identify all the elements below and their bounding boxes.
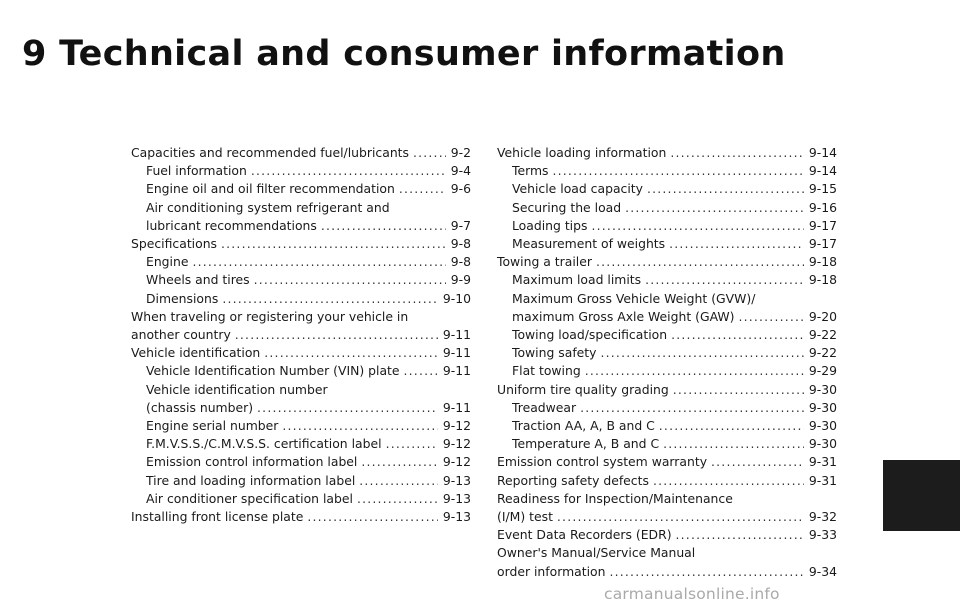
- toc-entry-page: 9-33: [808, 527, 837, 543]
- toc-entry[interactable]: [131, 199, 471, 235]
- toc-entry-label: Tire and loading information label: [146, 472, 356, 488]
- dot-leader: [738, 308, 803, 326]
- toc-left-column: [131, 144, 471, 526]
- toc-entry[interactable]: [497, 162, 837, 180]
- dot-leader: [663, 435, 804, 453]
- toc-entry-page: 9-12: [442, 436, 471, 452]
- toc-entry-label: Event Data Recorders (EDR): [497, 527, 672, 543]
- toc-entry-page: 9-16: [808, 199, 837, 215]
- dot-leader: [625, 199, 804, 217]
- toc-entry-page: 9-2: [450, 145, 471, 160]
- toc-entry[interactable]: [497, 144, 837, 162]
- watermark: carmanualsonline.info: [604, 585, 780, 603]
- dot-leader: [580, 399, 804, 417]
- toc-entry-label: When traveling or registering your vehicle in: [131, 308, 409, 324]
- toc-entry-page: 9-6: [450, 181, 471, 197]
- toc-entry-label: Specifications: [131, 236, 218, 252]
- toc-entry-page: 9-18: [808, 254, 837, 270]
- toc-entry-label: Maximum Gross Vehicle Weight (GVW)/: [512, 290, 756, 306]
- toc-entry-page: 9-11: [442, 363, 471, 379]
- dot-leader: [222, 290, 438, 308]
- dot-leader: [257, 399, 438, 417]
- toc-entry[interactable]: [497, 235, 837, 253]
- dot-leader: [596, 253, 804, 271]
- toc-entry-page: 9-7: [450, 217, 471, 233]
- toc-entry[interactable]: [497, 435, 837, 453]
- toc-entry[interactable]: [497, 199, 837, 217]
- toc-entry[interactable]: [497, 271, 837, 289]
- toc-entry-page: 9-8: [450, 236, 471, 252]
- toc-entry-label: Fuel information: [146, 163, 247, 179]
- toc-entry-label: Vehicle load capacity: [512, 181, 643, 197]
- toc-entry-page: 9-13: [442, 490, 471, 506]
- toc-entry[interactable]: [131, 162, 471, 180]
- toc-entry-label: Towing safety: [512, 345, 597, 361]
- toc-entry-label: Owner's Manual/Service Manual: [497, 545, 696, 561]
- dot-leader: [647, 180, 804, 198]
- dot-leader: [254, 271, 446, 289]
- toc-entry[interactable]: [497, 526, 837, 544]
- dot-leader: [659, 417, 804, 435]
- toc-entry[interactable]: [131, 344, 471, 362]
- dot-leader: [399, 180, 446, 198]
- toc-entry-page: 9-18: [808, 272, 837, 288]
- toc-right-column: [497, 144, 837, 581]
- toc-entry[interactable]: [497, 217, 837, 235]
- toc-entry-label: Vehicle identification number: [146, 381, 328, 397]
- toc-entry-page: 9-30: [808, 399, 837, 415]
- toc-entry-page: 9-29: [808, 363, 837, 379]
- toc-entry[interactable]: [497, 453, 837, 471]
- toc-entry-label: Engine oil and oil filter recommendation: [146, 181, 395, 197]
- toc-entry-label: Capacities and recommended fuel/lubricants: [131, 145, 409, 160]
- dot-leader: [585, 362, 804, 380]
- toc-entry[interactable]: [497, 472, 837, 490]
- toc-entry-label: Vehicle loading information: [497, 145, 667, 160]
- toc-entry[interactable]: [131, 144, 471, 162]
- toc-entry-label: Terms: [512, 163, 549, 179]
- toc-entry[interactable]: [131, 453, 471, 471]
- toc-entry-label: order information: [497, 563, 606, 579]
- toc-entry-page: 9-34: [808, 563, 837, 579]
- dot-leader: [251, 162, 446, 180]
- toc-entry-page: 9-8: [450, 254, 471, 270]
- toc-entry[interactable]: [131, 235, 471, 253]
- toc-entry-page: 9-10: [442, 290, 471, 306]
- toc-entry-page: 9-22: [808, 327, 837, 343]
- toc-entry-page: 9-20: [808, 308, 837, 324]
- toc-entry[interactable]: [497, 544, 837, 580]
- toc-entry[interactable]: [497, 362, 837, 380]
- toc-entry-label: Air conditioner specification label: [146, 490, 353, 506]
- dot-leader: [653, 472, 804, 490]
- toc-entry-label: Loading tips: [512, 217, 588, 233]
- toc-entry-page: 9-11: [442, 327, 471, 343]
- toc-entry-page: 9-30: [808, 418, 837, 434]
- toc-entry-page: 9-12: [442, 418, 471, 434]
- toc-entry-page: 9-22: [808, 345, 837, 361]
- toc-entry-label: Towing a trailer: [497, 254, 592, 270]
- toc-entry-page: 9-15: [808, 181, 837, 197]
- toc-entry-page: 9-31: [808, 454, 837, 470]
- dot-leader: [361, 453, 438, 471]
- toc-entry-label: Installing front license plate: [131, 509, 304, 525]
- toc-entry-label: Towing load/specification: [512, 327, 668, 343]
- toc-entry-page: 9-14: [808, 145, 837, 160]
- dot-leader: [669, 235, 804, 253]
- toc-entry-page: 9-12: [442, 454, 471, 470]
- toc-entry-label: Engine serial number: [146, 418, 279, 434]
- toc-entry-label: Dimensions: [146, 290, 219, 306]
- toc-entry-label: F.M.V.S.S./C.M.V.S.S. certification label: [146, 436, 382, 452]
- toc-entry-page: 9-13: [442, 472, 471, 488]
- toc-entry-label: Vehicle identification: [131, 345, 261, 361]
- toc-entry-label: Traction AA, A, B and C: [512, 418, 655, 434]
- dot-leader: [404, 362, 438, 380]
- toc-entry-label: Readiness for Inspection/Maintenance: [497, 490, 733, 506]
- dot-leader: [307, 508, 437, 526]
- dot-leader: [413, 144, 446, 162]
- toc-entry[interactable]: [497, 381, 837, 399]
- dot-leader: [359, 472, 438, 490]
- toc-entry[interactable]: [131, 271, 471, 289]
- toc-entry[interactable]: [131, 180, 471, 198]
- chapter-tab-marker: [883, 460, 960, 531]
- toc-entry-label: Flat towing: [512, 363, 581, 379]
- toc-entry[interactable]: [131, 508, 471, 526]
- toc-entry[interactable]: [497, 490, 837, 526]
- dot-leader: [386, 435, 438, 453]
- toc-entry[interactable]: [131, 490, 471, 508]
- toc-entry-label: Air conditioning system refrigerant and: [146, 199, 390, 215]
- toc-entry[interactable]: [131, 253, 471, 271]
- toc-entry-page: 9-17: [808, 217, 837, 233]
- toc-entry[interactable]: [131, 435, 471, 453]
- dot-leader: [357, 490, 438, 508]
- toc-entry[interactable]: [131, 290, 471, 308]
- toc-entry-label: Treadwear: [512, 399, 577, 415]
- toc-entry[interactable]: [497, 253, 837, 271]
- toc-entry-label: Emission control system warranty: [497, 454, 708, 470]
- toc-entry-page: 9-17: [808, 236, 837, 252]
- toc-entry[interactable]: [497, 326, 837, 344]
- toc-entry-label: (chassis number): [146, 399, 254, 415]
- toc-entry[interactable]: [131, 417, 471, 435]
- toc-entry-label: Maximum load limits: [512, 272, 642, 288]
- toc-entry-page: 9-14: [808, 163, 837, 179]
- toc-entry-label: Temperature A, B and C: [512, 436, 660, 452]
- toc-entry-page: 9-4: [450, 163, 471, 179]
- toc-entry-label: Securing the load: [512, 199, 622, 215]
- toc-entry-label: Wheels and tires: [146, 272, 250, 288]
- dot-leader: [676, 526, 804, 544]
- dot-leader: [610, 563, 804, 581]
- toc-entry[interactable]: [131, 362, 471, 380]
- dot-leader: [591, 217, 803, 235]
- toc-entry-label: another country: [131, 327, 231, 343]
- dot-leader: [671, 326, 804, 344]
- toc-entry-label: maximum Gross Axle Weight (GAW): [512, 308, 735, 324]
- dot-leader: [264, 344, 438, 362]
- toc-entry-page: 9-13: [442, 509, 471, 525]
- dot-leader: [553, 162, 804, 180]
- toc-entry-label: Uniform tire quality grading: [497, 381, 669, 397]
- toc-entry[interactable]: [497, 399, 837, 417]
- toc-entry-label: Reporting safety defects: [497, 472, 649, 488]
- dot-leader: [670, 144, 804, 162]
- toc-entry-label: Vehicle Identification Number (VIN) plate: [146, 363, 400, 379]
- toc-entry[interactable]: [497, 180, 837, 198]
- toc-entry[interactable]: [497, 290, 837, 326]
- toc-entry-label: (I/M) test: [497, 509, 553, 525]
- dot-leader: [321, 217, 446, 235]
- toc-entry[interactable]: [131, 381, 471, 417]
- dot-leader: [673, 381, 804, 399]
- toc-entry[interactable]: [497, 417, 837, 435]
- dot-leader: [711, 453, 804, 471]
- toc-entry[interactable]: [497, 344, 837, 362]
- dot-leader: [557, 508, 804, 526]
- toc-entry-label: Engine: [146, 254, 189, 270]
- dot-leader: [235, 326, 438, 344]
- toc-entry-page: 9-31: [808, 472, 837, 488]
- toc-entry-label: lubricant recommendations: [146, 217, 317, 233]
- toc-entry-page: 9-32: [808, 509, 837, 525]
- toc-entry-label: Measurement of weights: [512, 236, 666, 252]
- toc-entry[interactable]: [131, 472, 471, 490]
- toc-entry-page: 9-11: [442, 399, 471, 415]
- toc-entry-page: 9-11: [442, 345, 471, 361]
- dot-leader: [645, 271, 804, 289]
- toc-entry-label: Emission control information label: [146, 454, 358, 470]
- dot-leader: [601, 344, 804, 362]
- dot-leader: [221, 235, 446, 253]
- toc-entry-page: 9-9: [450, 272, 471, 288]
- dot-leader: [192, 253, 445, 271]
- chapter-title: 9 Technical and consumer information: [22, 34, 786, 74]
- toc-entry-page: 9-30: [808, 381, 837, 397]
- toc-entry[interactable]: [131, 308, 471, 344]
- dot-leader: [282, 417, 438, 435]
- toc-entry-page: 9-30: [808, 436, 837, 452]
